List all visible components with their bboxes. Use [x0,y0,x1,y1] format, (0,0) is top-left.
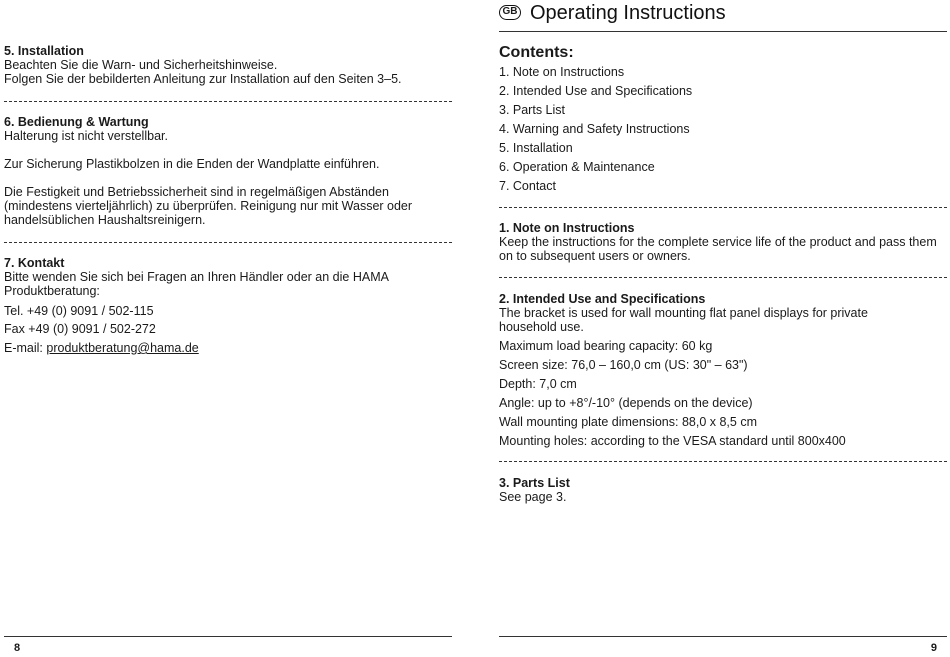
footer-rule [4,636,452,637]
contents-item: 3. Parts List [499,103,565,117]
parts-text: See page 3. [499,490,567,504]
contact-intro: Bitte wenden Sie sich bei Fragen an Ihren Händler oder an die HAMA Produktberatung: [4,270,389,298]
contents-item: 1. Note on Instructions [499,65,625,79]
spec-item: Angle: up to +8°/-10° (depends on the device) [499,396,753,410]
spec-item: Maximum load bearing capacity: 60 kg [499,339,713,353]
contact-email-link[interactable]: produktberatung@hama.de [46,341,199,355]
section-divider [499,207,947,208]
section-divider [499,461,947,462]
maintenance-text-3: Die Festigkeit und Betriebssicherheit sind in regelmäßigen Abständen (mindestens vierteljährlich) zu überprüfen. Reinigung nur mit Wasser oder handelsüblichen Haushaltsreinigern. [4,185,413,227]
note-heading: 1. Note on Instructions [499,221,635,235]
spec-item: Mounting holes: according to the VESA standard until 800x400 [499,434,846,448]
note-text: Keep the instructions for the complete service life of the product and pass them on to subsequent users or owners. [499,235,937,263]
page-number-left: 8 [14,642,21,654]
footer-rule [499,636,947,637]
parts-heading: 3. Parts List [499,476,570,490]
section-divider [4,101,452,102]
installation-heading: 5. Installation [4,44,84,58]
contact-email-row [4,341,452,355]
page-number-right: 9 [930,642,937,654]
contact-fax: Fax +49 (0) 9091 / 502-272 [4,322,156,336]
contents-title: Contents: [499,44,574,61]
contact-heading: 7. Kontakt [4,256,65,270]
spec-item: Depth: 7,0 cm [499,377,577,391]
intended-heading: 2. Intended Use and Specifications [499,292,706,306]
language-badge: GB [499,5,521,20]
contents-item: 4. Warning and Safety Instructions [499,122,690,136]
page-title: Operating Instructions [530,2,726,24]
section-divider [499,277,947,278]
contents-item: 7. Contact [499,179,556,193]
intended-text: The bracket is used for wall mounting flat panel displays for private household use. [499,306,868,334]
contents-item: 6. Operation & Maintenance [499,160,655,174]
installation-line-1: Beachten Sie die Warn- und Sicherheitshinweise. [4,58,278,72]
section-divider [4,242,452,243]
spec-item: Wall mounting plate dimensions: 88,0 x 8,5 cm [499,415,757,429]
contents-item: 5. Installation [499,141,573,155]
spec-item: Screen size: 76,0 – 160,0 cm (US: 30" – 63") [499,358,748,372]
header-rule [499,31,947,32]
maintenance-heading: 6. Bedienung & Wartung [4,115,149,129]
maintenance-text-1: Halterung ist nicht verstellbar. [4,129,168,143]
installation-line-2: Folgen Sie der bebilderten Anleitung zur Installation auf den Seiten 3–5. [4,72,402,86]
contact-email-label: E-mail: [4,341,47,355]
maintenance-text-2: Zur Sicherung Plastikbolzen in die Enden der Wandplatte einführen. [4,157,380,171]
contact-tel: Tel. +49 (0) 9091 / 502-115 [4,304,154,318]
contents-item: 2. Intended Use and Specifications [499,84,693,98]
